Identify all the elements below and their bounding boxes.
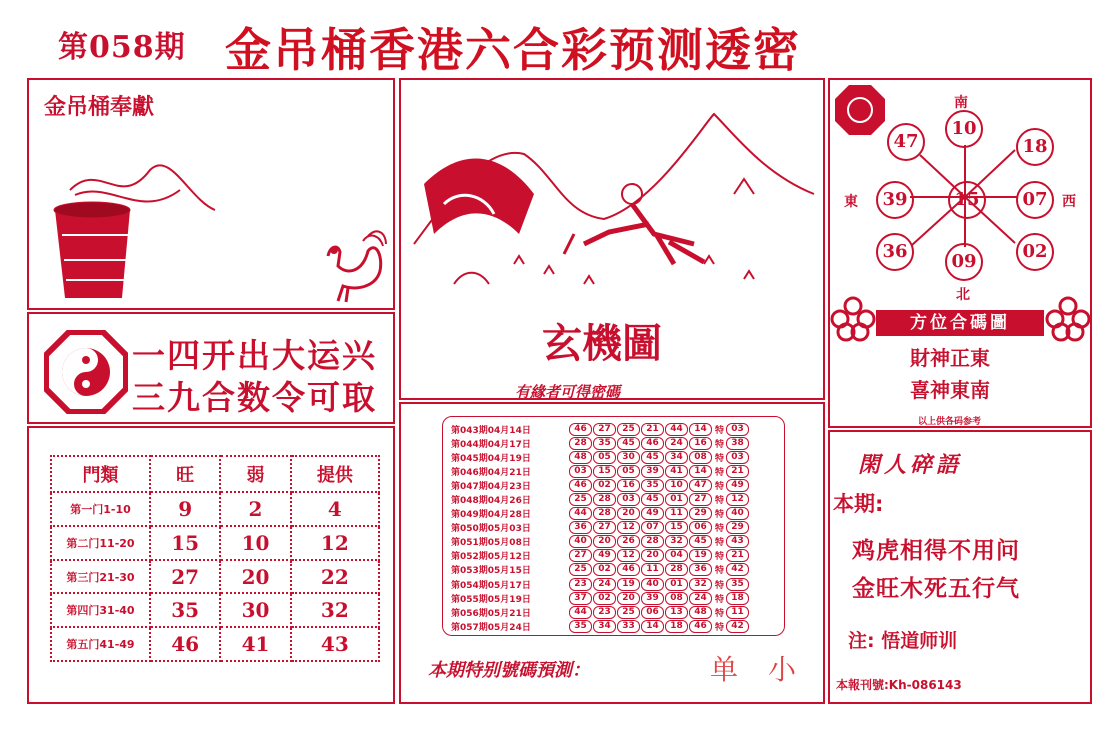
flower-ornament-icon bbox=[830, 296, 876, 342]
door-value: 22 bbox=[291, 560, 379, 594]
door-header-provide: 提供 bbox=[291, 456, 379, 492]
door-value: 15 bbox=[150, 526, 220, 560]
tips-note: 注: 悟道师训 bbox=[848, 630, 958, 652]
list-item: 第053期05月15日 25 02 46 11 28 36 特 42 bbox=[451, 563, 776, 577]
compass-number-e: 07 bbox=[1016, 181, 1054, 219]
god-line-1: 財神正東 bbox=[910, 346, 990, 370]
door-value: 20 bbox=[220, 560, 290, 594]
door-header-strong: 旺 bbox=[150, 456, 220, 492]
compass-caption: 方位合碼圖 bbox=[876, 310, 1044, 336]
door-value: 12 bbox=[291, 526, 379, 560]
compass-east: 東 bbox=[844, 194, 858, 210]
list-item: 第054期05月17日 23 24 19 40 01 32 特 35 bbox=[451, 577, 776, 591]
door-label: 第四门31-40 bbox=[51, 593, 150, 627]
compass-number-se: 02 bbox=[1016, 233, 1054, 271]
god-line-2: 喜神東南 bbox=[910, 378, 990, 402]
door-header-weak: 弱 bbox=[220, 456, 290, 492]
list-item: 第045期04月19日 48 05 30 45 34 08 特 03 bbox=[451, 450, 776, 464]
door-value: 43 bbox=[291, 627, 379, 661]
list-item: 第044期04月17日 28 35 45 46 24 16 特 38 bbox=[451, 436, 776, 450]
tips-line-2: 金旺木死五行气 bbox=[852, 576, 1020, 602]
compass-south: 南 bbox=[954, 95, 968, 111]
door-value: 35 bbox=[150, 593, 220, 627]
poem-line-1: 一四开出大运兴 bbox=[132, 336, 377, 375]
tips-heading: 閑人碎語 bbox=[858, 452, 963, 478]
door-label: 第二门11-20 bbox=[51, 526, 150, 560]
table-row bbox=[51, 560, 379, 594]
door-label: 第三门21-30 bbox=[51, 560, 150, 594]
compass-north: 北 bbox=[956, 287, 970, 303]
list-item: 第043期04月14日 46 27 25 21 44 14 特 03 bbox=[451, 422, 776, 436]
table-row bbox=[51, 627, 379, 661]
list-item: 第047期04月23日 46 02 16 35 10 47 特 49 bbox=[451, 478, 776, 492]
door-table bbox=[50, 455, 380, 662]
table-row bbox=[51, 492, 379, 526]
compass-number-ne: 18 bbox=[1016, 128, 1054, 166]
center-picture-subtitle: 有緣者可得密碼 bbox=[515, 383, 621, 401]
door-value: 27 bbox=[150, 560, 220, 594]
list-item: 第051期05月08日 40 20 26 28 32 45 特 43 bbox=[451, 535, 776, 549]
bagua-icon bbox=[44, 330, 128, 414]
tips-label: 本期: bbox=[833, 492, 884, 516]
list-item: 第049期04月28日 44 28 20 49 11 29 特 40 bbox=[451, 507, 776, 521]
compass-west: 西 bbox=[1062, 194, 1076, 210]
door-value: 9 bbox=[150, 492, 220, 526]
door-value: 2 bbox=[220, 492, 290, 526]
list-item: 第057期05月24日 35 34 33 14 18 46 特 42 bbox=[451, 619, 776, 633]
compass-number-s: 09 bbox=[945, 243, 983, 281]
history-list bbox=[442, 416, 785, 636]
prediction-label: 本期特别號碼預測： bbox=[428, 660, 590, 681]
page-title: 金吊桶香港六合彩预测透密 bbox=[225, 23, 801, 77]
tips-line-1: 鸡虎相得不用问 bbox=[852, 538, 1020, 564]
center-picture-title: 玄機圖 bbox=[542, 320, 662, 367]
compass-number-sw: 36 bbox=[876, 233, 914, 271]
door-value: 32 bbox=[291, 593, 379, 627]
door-label: 第一门1-10 bbox=[51, 492, 150, 526]
door-value: 10 bbox=[220, 526, 290, 560]
table-row bbox=[51, 526, 379, 560]
reference-note: 以上供各码参考 bbox=[918, 417, 982, 427]
farmer-illustration bbox=[404, 84, 820, 304]
list-item: 第048期04月26日 25 28 03 45 01 27 特 12 bbox=[451, 492, 776, 506]
compass-number-w: 39 bbox=[876, 181, 914, 219]
list-item: 第056期05月21日 44 23 25 06 13 48 特 11 bbox=[451, 605, 776, 619]
table-row bbox=[51, 593, 379, 627]
publication-number: 本報刊號:Kh-086143 bbox=[836, 678, 962, 692]
issue-number: 第058期 bbox=[58, 30, 186, 65]
door-value: 30 bbox=[220, 593, 290, 627]
sponsor-text: 金吊桶奉獻 bbox=[44, 95, 155, 120]
poem-line-2: 三九合数令可取 bbox=[132, 378, 377, 417]
door-value: 4 bbox=[291, 492, 379, 526]
compass-number-nw: 47 bbox=[887, 123, 925, 161]
compass-number-center: 15 bbox=[948, 181, 986, 219]
door-value: 41 bbox=[220, 627, 290, 661]
rooster-icon bbox=[308, 226, 388, 306]
door-header-category: 門類 bbox=[51, 456, 150, 492]
door-value: 46 bbox=[150, 627, 220, 661]
flower-ornament-icon bbox=[1045, 296, 1091, 342]
list-item: 第050期05月03日 36 27 12 07 15 06 特 29 bbox=[451, 521, 776, 535]
bucket-icon bbox=[40, 150, 230, 300]
door-label: 第五门41-49 bbox=[51, 627, 150, 661]
list-item: 第046期04月21日 03 15 05 39 41 14 特 21 bbox=[451, 464, 776, 478]
list-item: 第052期05月12日 27 49 12 20 04 19 特 21 bbox=[451, 549, 776, 563]
prediction-value: 单小 bbox=[710, 653, 827, 686]
compass-number-n: 10 bbox=[945, 110, 983, 148]
list-item: 第055期05月19日 37 02 20 39 08 24 特 18 bbox=[451, 591, 776, 605]
